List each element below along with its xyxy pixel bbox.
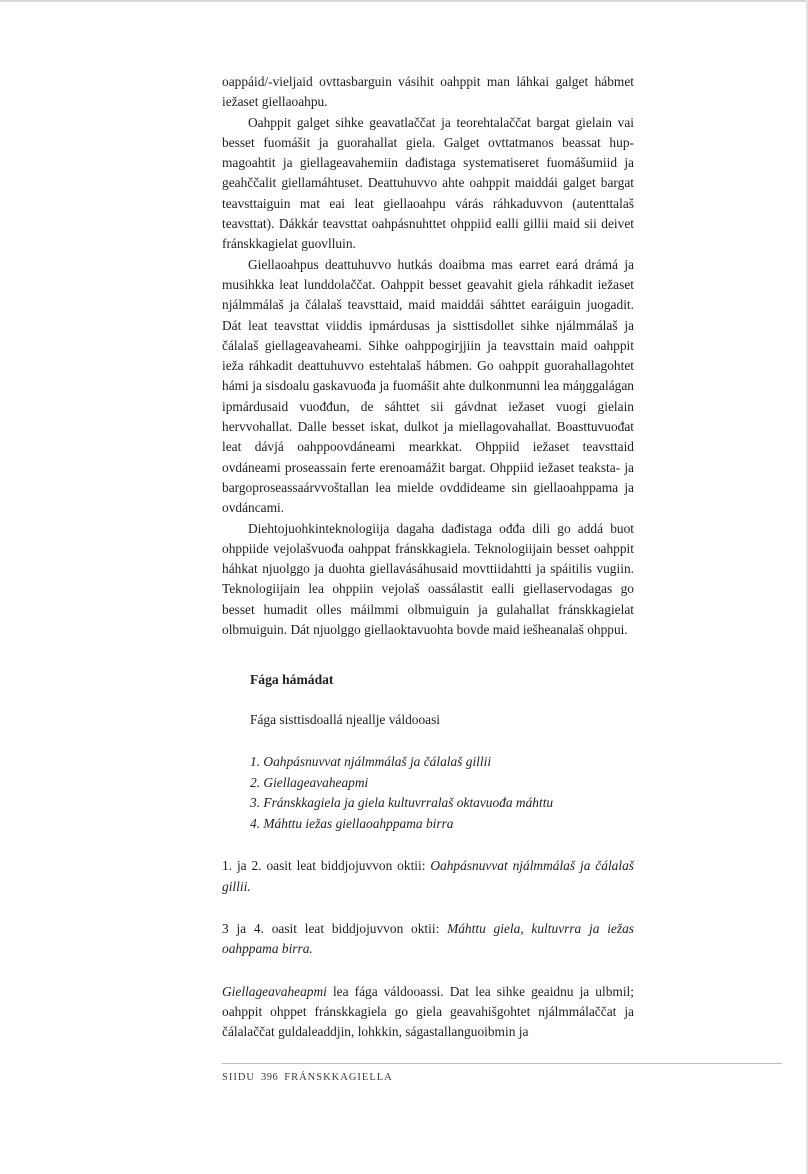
page-footer: [222, 1072, 393, 1083]
list-item: 2. Giellageavaheapmi: [250, 774, 369, 790]
group-two-note: 3 ja 4. oasit leat biddjojuvvon oktii: Máhttu giela, kultuvrra ja iežas oahppama birra.: [222, 920, 634, 957]
paragraph-ict: Diehtojuohkinteknologiija dagaha dađistaga ođđa dili go addá buot ohppiide vejolašvuođa oahppat fránskkagiela. Teknologiijain besset oahppit háhkat njuolggo ja duohta giellavásáhusaid movttiidahtti ja spáitilis vugiin. Teknologiijain lea ohppiin vejolaš oassálastit ealli giellaservodagas go besset humadit olles máilmmi olbmuiguin ja gulahallat fránskkagielat olbmuiguin. Dát njuolggo giellaoktavuohta bovde maid iešheanalaš ohppui.: [222, 520, 634, 638]
paragraph-creative-activity: Giellaoahpus deattuhuvvo hutkás doaibma mas earret eará drámá ja musihkka leat lunddolaččat. Oahppit besset geavahit giela ráhkadit iežaset njálmmálaš ja čálalaš teavsttaid, maid maiddái sáhttet earáiguin juogadit. Dát leat teavsttat viiddis ipmárdusas ja sisttisdollet sihke njálmmálaš ja čálalaš giellageavaheami. Sihke oahppogirjjiin ja teavsttain maid oahppit ieža ráhkadit deattuhuvvo estehtalaš hábmen. Go oahppit guorahallagohtet hámi ja sisdoalu gaskavuođa ja fuomášit ahte dulkonmunni lea máŋggalágan ipmárdusaid vuođđun, de sáhttet sii gávdnat iežaset vuogi gielain hervvohallat. Dalle besset iskat, dulkot ja miellagovahallat. Boasttuvuođat leat dávjá oahppoovdáneami mearkkat. Ohppiid iežaset teavsttaid ovdáneami proseassain ferte erenoamážit bargat. Ohppiid iežaset teaksta- ja bargoproseassaárvvoštallan lea mielde ovddideame sin giellaoahppama ja ovdáncami.: [222, 256, 634, 516]
footer-label: SIIDU: [222, 1072, 255, 1083]
footer-rule: [222, 1063, 782, 1064]
main-parts-list: [222, 752, 634, 834]
scan-edge-top: [0, 0, 808, 2]
paragraph-continued: oappáid/-vieljaid ovttasbarguin vásihit oahppit man láhkai galget hábmet iežaset giellaoahpu.: [222, 74, 634, 110]
page-number: 396: [261, 1072, 279, 1083]
paragraph-practical-work: Oahppit galget sihke geavatlaččat ja teorehtalaččat bargat gielain vai besset fuomášit ja guorahallat giela. Galget ovttatmanos beassat hupmagoahtit ja giellageavahemiin dađistaga systematiseret fuomášumiid ja geahččalit giellamáhtuset. Deattuhuvvo ahte oahppit maiddái galget bargat teavsttaiguin mat eai leat giellaoahpu várás ráhkaduvvon (autenttalaš teavsttat). Dákkár teavsttat oahpásnuhttet ohppiid ealli gillii maid sii deivet fránskkagielat guovlluin.: [222, 114, 634, 252]
list-item: 3. Fránskkagiela ja giela kultuvrralaš oktavuođa máhttu: [250, 795, 554, 811]
group-one-note: 1. ja 2. oasit leat biddjojuvvon oktii: Oahpásnuvvat njálmmálaš ja čálalaš gillii.: [222, 858, 634, 894]
list-item: 4. Máhttu iežas giellaoahppama birra: [250, 815, 454, 831]
page-body: [222, 72, 634, 1042]
list-item: 1. Oahpásnuvvat njálmmálaš ja čálalaš gillii: [250, 754, 492, 770]
section-heading: Fága hámádat: [250, 672, 334, 688]
section-intro: Fága sisttisdoallá njealljе váldooasi: [250, 712, 441, 728]
paragraph-language-use: Giellageavaheapmi lea fága váldooassi. Dat lea sihke geaidnu ja ulbmil; oahppit ohppet fránskkagiela go giela geavahišgohtet njálmmálaččat ja čálalaččat guldaleaddjin, lohkkin, ságastallanguoibmin ja: [222, 983, 634, 1040]
footer-subject: FRÁNSKKAGIELLA: [284, 1072, 393, 1083]
